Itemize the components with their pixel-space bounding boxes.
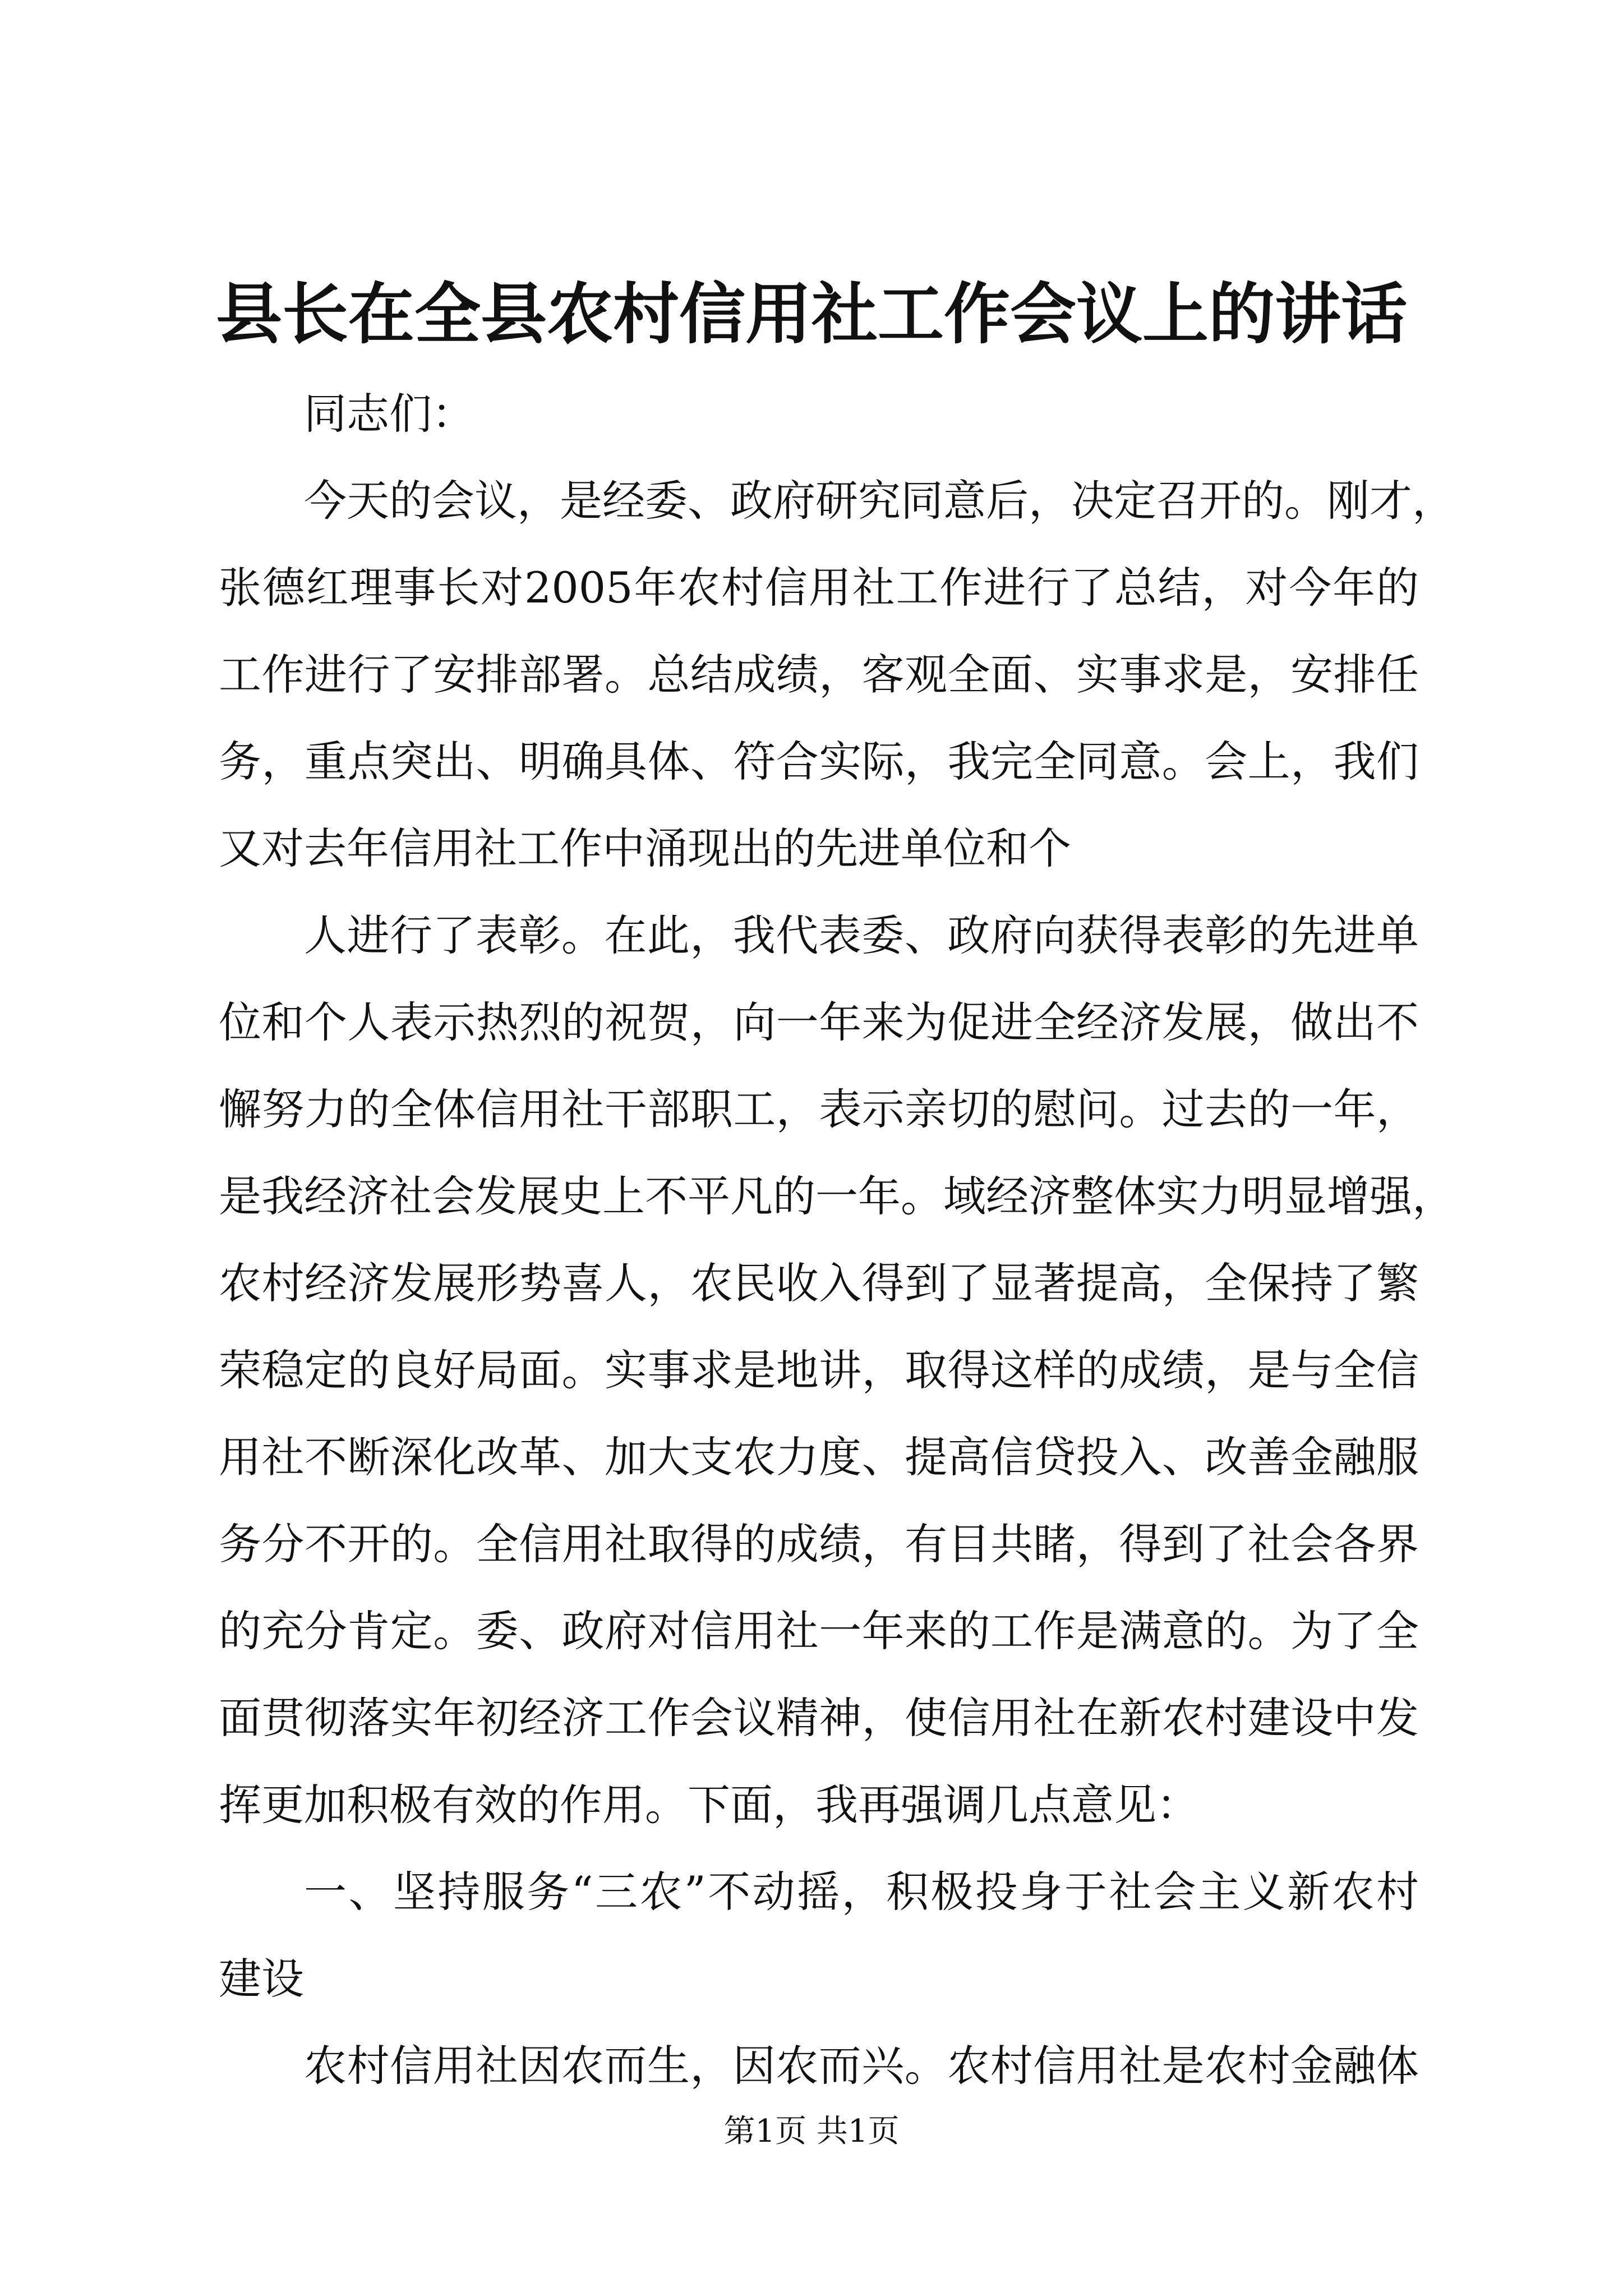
body-line: 务分不开的。全信用社取得的成绩，有目共睹，得到了社会各界 [219,1519,1419,1569]
body-line: 农村经济发展形势喜人，农民收入得到了显著提高，全保持了繁 [219,1258,1419,1308]
body-line: 务，重点突出、明确具体、符合实际，我完全同意。会上，我们 [219,737,1419,786]
document-body [219,370,1455,2109]
body-line: 又对去年信用社工作中涌现出的先进单位和个 [219,823,1071,873]
body-line: 挥更加积极有效的作用。下面，我再强调几点意见： [219,1780,1199,1830]
document-title: 县长在全县农村信用社工作会议上的讲话 [215,275,1407,353]
body-line: 建设 [219,1954,304,2004]
body-line: 用社不断深化改革、加大支农力度、提高信贷投入、改善金融服 [219,1432,1419,1482]
body-line: 的充分肯定。委、政府对信用社一年来的工作是满意的。为了全 [219,1606,1419,1656]
body-line: 一、坚持服务“三农”不动摇，积极投身于社会主义新农村 [304,1867,1419,1917]
body-line: 今天的会议，是经委、政府研究同意后，决定召开的。刚才， [304,476,1455,526]
body-line: 荣稳定的良好局面。实事求是地讲，取得这样的成绩，是与全信 [219,1345,1419,1395]
body-line: 懈努力的全体信用社干部职工，表示亲切的慰问。过去的一年， [219,1084,1419,1134]
page-footer: 第1页 共1页 [723,2113,900,2150]
body-line: 人进行了表彰。在此，我代表委、政府向获得表彰的先进单 [304,910,1419,960]
body-line: 是我经济社会发展史上不平凡的一年。域经济整体实力明显增强， [219,1171,1455,1221]
body-line: 同志们： [304,389,474,439]
body-line: 张德红理事长对2005年农村信用社工作进行了总结，对今年的 [219,563,1419,613]
body-line: 面贯彻落实年初经济工作会议精神，使信用社在新农村建设中发 [219,1693,1419,1743]
body-line: 工作进行了安排部署。总结成绩，客观全面、实事求是，安排任 [219,650,1419,700]
body-line: 位和个人表示热烈的祝贺，向一年来为促进全经济发展，做出不 [219,997,1419,1047]
body-line: 农村信用社因农而生，因农而兴。农村信用社是农村金融体 [304,2041,1419,2091]
